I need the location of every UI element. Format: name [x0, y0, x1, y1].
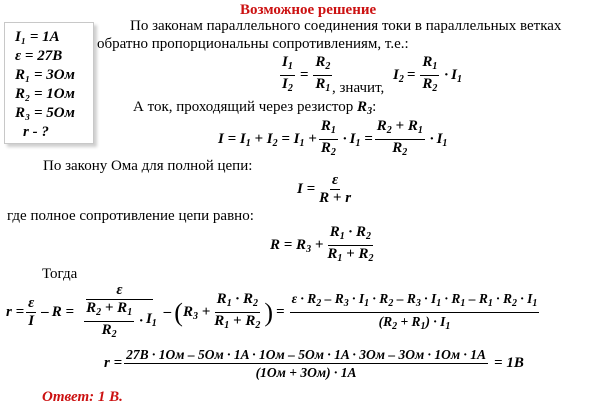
given-r2: R₂ = 1Ом: [15, 86, 75, 102]
paragraph-5: Тогда: [42, 266, 78, 282]
formula-current-ratio: $\frac{I_1}{I_2}$ = $\frac{R_2}{R_1}$: [282, 54, 331, 94]
text-znachit: , значит,: [332, 80, 385, 96]
formula-ohm-law: I = $\frac{\varepsilon}{R + r}$: [297, 172, 352, 206]
given-i1: I₁ = 1A: [15, 29, 60, 45]
numeric-denominator: (1Ом + 3Ом) · 1A: [255, 365, 357, 380]
paragraph-4: где полное сопротивление цепи равно:: [7, 208, 254, 224]
given-data-box: [4, 22, 94, 144]
given-r1: R₁ = 3Ом: [15, 67, 75, 83]
answer: Ответ: 1 В.: [42, 389, 123, 405]
paragraph-3: По закону Ома для полной цепи:: [43, 158, 253, 174]
paragraph-2: А ток, проходящий через резистор $R_3$:: [133, 99, 377, 117]
formula-total-resistance: $R = R_3$ + $\frac{R_1 \cdot R_2}{R_1 + R_2}$: [270, 224, 374, 264]
formula-r-derivation: r = $\frac{\varepsilon}{I}$ – R = ε $R_2 + R_1$ $R_2$ · $I_1$ – ( $R_3$ + $\frac{R_1 \cdot R_2}{R_1 + R_2}$ ) = $\frac{\varepsilon \cdot R_2 - R_3 \cdot I_1 \cdot R_2 - R_3 \cdot I_1 \cdot R_1 - R_1 \cdot R_2 \cdot I_1}{(R_2 + R_1) \cdot I_1}$: [6, 282, 538, 340]
formula-i2: $I_2$ = $\frac{R_1}{R_2}$ · $I_1$: [393, 54, 463, 94]
page-title: Возможное решение: [240, 2, 377, 18]
paragraph-1-line-2: обратно пропорциональны сопротивлениям, т.е.:: [97, 36, 409, 52]
numeric-numerator: 27B · 1Ом – 5Ом · 1A · 1Ом – 5Ом · 1A · 3Ом – 3Ом · 1Ом · 1A: [126, 347, 487, 362]
numeric-result: = 1В: [494, 355, 524, 371]
paragraph-1-line-1: По законам параллельного соединения токи в параллельных ветках: [130, 18, 562, 34]
given-r3: R₃ = 5Ом: [15, 105, 75, 121]
paragraph-2-text: А ток, проходящий через резистор: [133, 99, 354, 115]
given-unknown: r - ?: [23, 124, 49, 140]
formula-numeric: r = 27B · 1Ом – 5Ом · 1A · 1Ом – 5Ом · 1A · 3Ом – 3Ом · 1Ом · 1A (1Ом + 3Ом) · 1A = 1В: [104, 347, 524, 380]
formula-total-current: $I = I_1 + I_2 = I_1$ + $\frac{R_1}{R_2}$ · $I_1$ = $\frac{R_2 + R_1}{R_2}$ · $I_1$: [218, 118, 448, 158]
given-emf: ε = 27B: [15, 48, 63, 64]
